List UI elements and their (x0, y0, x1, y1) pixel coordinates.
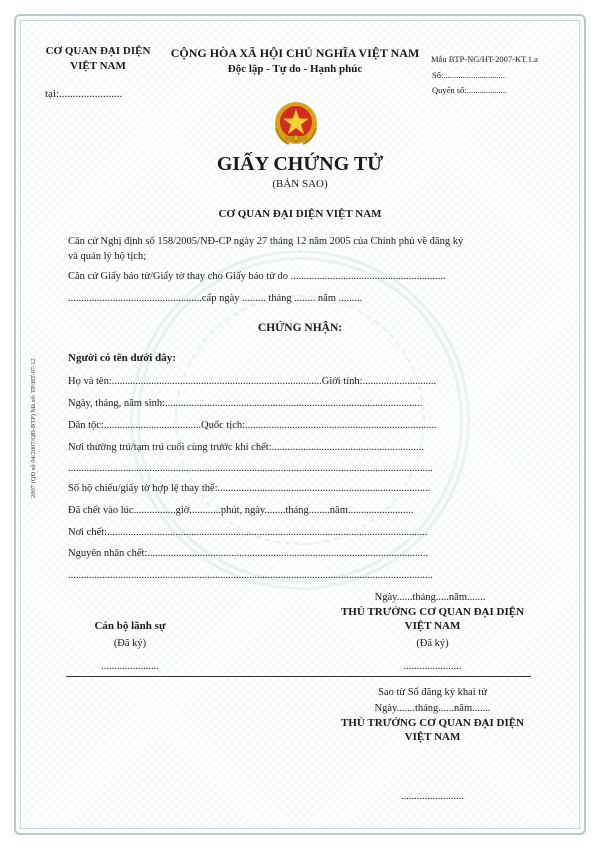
copied-from-register: Sao từ Sổ đăng ký khai tử (378, 687, 487, 698)
document-title: GIẤY CHỨNG TỬ (216, 153, 384, 175)
legal-basis-line1: Căn cứ Nghị định số 158/2005/NĐ-CP ngày 27 tháng 12 năm 2005 của Chính phủ về đăng ký (68, 236, 464, 247)
quyen-so-field: Quyển số:................... (432, 85, 508, 95)
legal-basis-line4: ...................................................cấp ngày ......... tháng ........ năm ......... (68, 293, 363, 304)
birth-date-field: Ngày, tháng, năm sinh:.................................................................................................. (68, 398, 423, 409)
ethnicity-nationality-field: Dân tộc:.....................................Quốc tịch:......................................................................... (68, 420, 437, 431)
so-field: Số:............................. (432, 70, 505, 80)
copy-date: Ngày.......tháng......năm....... (374, 703, 491, 714)
form-code: Mẫu BTP-NG/HT-2007-KT.1.a (431, 54, 538, 64)
country-name: CỘNG HÒA XÃ HỘI CHỦ NGHĨA VIỆT NAM (170, 46, 420, 60)
head-signed: (Đã ký) (416, 638, 449, 649)
consular-officer-signed: (Đã ký) (113, 638, 147, 649)
copy-signature-line: ........................ (401, 791, 464, 802)
consular-officer-signature-line: ...................... (101, 661, 159, 672)
head-signature-line: ...................... (403, 661, 462, 672)
head-title-line2: VIỆT NAM (404, 620, 461, 632)
national-emblem-icon (271, 100, 321, 148)
agency-location: tại:....................... (45, 88, 123, 100)
copy-head-title-line1: THỦ TRƯỞNG CƠ QUAN ĐẠI DIỆN (340, 717, 525, 729)
legal-basis-line3: Căn cứ Giấy báo tử/Giấy tờ thay cho Giấy báo tử do ........................................................... (68, 271, 446, 282)
cause-of-death-continuation: ........................................................................................................................................... (68, 570, 433, 581)
place-of-death-field: Nơi chết:.......................................................................................................................... (68, 527, 428, 538)
signature-date: Ngày......tháng.....năm....... (374, 592, 486, 603)
agency-name-line2: VIỆT NAM (70, 60, 126, 72)
cause-of-death-field: Nguyên nhân chết:........................................................................................................... (68, 548, 429, 559)
separator-line (66, 676, 531, 677)
document-subtitle: (BẢN SAO) (272, 178, 328, 190)
full-name-field: Họ và tên:................................................................................Giới tính:............................ (68, 376, 437, 387)
last-residence-field: Nơi thường trú/tạm trú cuối cùng trước khi chết:.......................................................... (68, 442, 424, 453)
person-heading: Người có tên dưới đây: (68, 352, 176, 364)
issuer: CƠ QUAN ĐẠI DIỆN VIỆT NAM (218, 208, 382, 220)
copy-head-title-line2: VIỆT NAM (404, 731, 461, 743)
motto: Độc lập - Tự do - Hạnh phúc (227, 63, 363, 75)
consular-officer-title: Cán bộ lãnh sự (94, 620, 166, 632)
agency-name-line1: CƠ QUAN ĐẠI DIỆN (45, 45, 151, 57)
side-note: 2007 (QĐ số 04/2007/QĐ-BTP) Mã số: TP/HT-07-12 (30, 358, 37, 498)
passport-field: Số hộ chiếu/giấy tờ hợp lệ thay thế:................................................................................. (68, 483, 431, 494)
time-of-death-field: Đã chết vào lúc................giờ............phút, ngày........tháng........năm......................... (68, 505, 414, 516)
certify-heading: CHỨNG NHẬN: (257, 322, 343, 334)
legal-basis-line2: và quản lý hộ tịch; (68, 251, 147, 262)
last-residence-continuation: ........................................................................................................................................... (68, 463, 433, 474)
head-title-line1: THỦ TRƯỞNG CƠ QUAN ĐẠI DIỆN (340, 606, 525, 618)
